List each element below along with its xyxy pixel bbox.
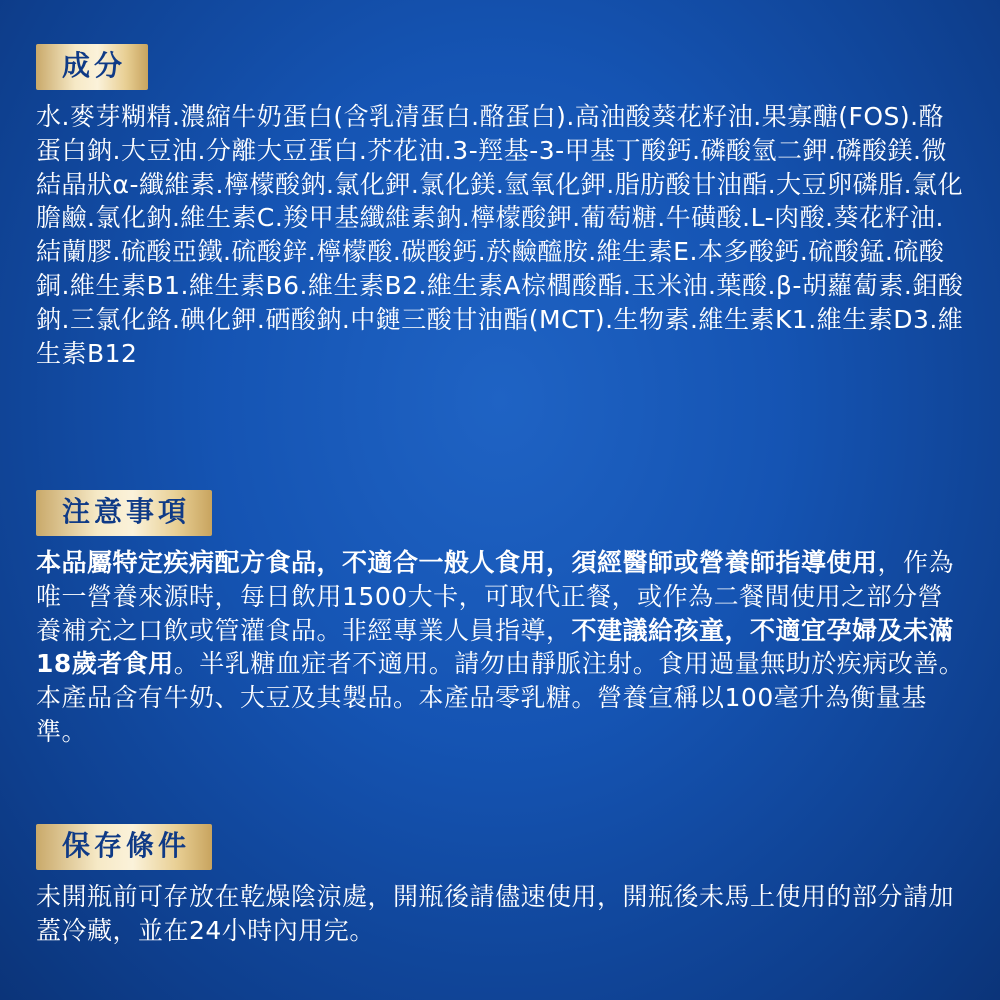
notes-text	[36, 546, 966, 749]
ingredients-heading: 成分	[36, 44, 148, 90]
ingredients-section	[36, 44, 966, 370]
notes-bold-warning: 本品屬特定疾病配方食品，不適合一般人食用，須經醫師或營養師指導使用	[36, 548, 878, 577]
notes-body-1: ，作為唯一營養來源時，每日飲用1500大卡，可取代正餐，或作為二餐間使用之部分營養補充之口飲或管灌食品。非經專業人員指導，	[36, 548, 955, 645]
storage-text: 未開瓶前可存放在乾燥陰涼處，開瓶後請儘速使用，開瓶後未馬上使用的部分請加蓋冷藏，並在24小時內用完。	[36, 882, 955, 945]
notes-bold-restriction: 不建議給孩童，不適宜孕婦及未滿18歲者食用	[36, 615, 955, 679]
notes-heading: 注意事項	[36, 490, 212, 536]
storage-heading: 保存條件	[36, 824, 212, 870]
ingredients-text: 水.麥芽糊精.濃縮牛奶蛋白(含乳清蛋白.酪蛋白).高油酸葵花籽油.果寡醣(FOS).酪蛋白鈉.大豆油.分離大豆蛋白.芥花油.3-羥基-3-甲基丁酸鈣.磷酸氫二鉀.磷酸鎂.微結晶狀α-纖維素.檸檬酸鈉.氯化鉀.氯化鎂.氫氧化鉀.脂肪酸甘油酯.大豆卵磷脂.氯化膽鹼.氯化鈉.維生素C.羧甲基纖維素鈉.檸檬酸鉀.葡萄糖.牛磺酸.L-肉酸.葵花籽油.結蘭膠.硫酸亞鐵.硫酸鋅.檸檬酸.碳酸鈣.菸鹼醯胺.維生素E.本多酸鈣.硫酸錳.硫酸銅.維生素B1.維生素B6.維生素B2.維生素A棕櫚酸酯.玉米油.葉酸.β-胡蘿蔔素.鉬酸鈉.三氯化鉻.碘化鉀.硒酸鈉.中鏈三酸甘油酯(MCT).生物素.維生素K1.維生素D3.維生素B12	[36, 102, 964, 368]
notes-section	[36, 490, 966, 749]
notes-body-2: 。半乳糖血症者不適用。請勿由靜脈注射。食用過量無助於疾病改善。本產品含有牛奶、大豆及其製品。本產品零乳糖。營養宣稱以100毫升為衡量基準。	[36, 649, 965, 746]
storage-section	[36, 824, 966, 948]
